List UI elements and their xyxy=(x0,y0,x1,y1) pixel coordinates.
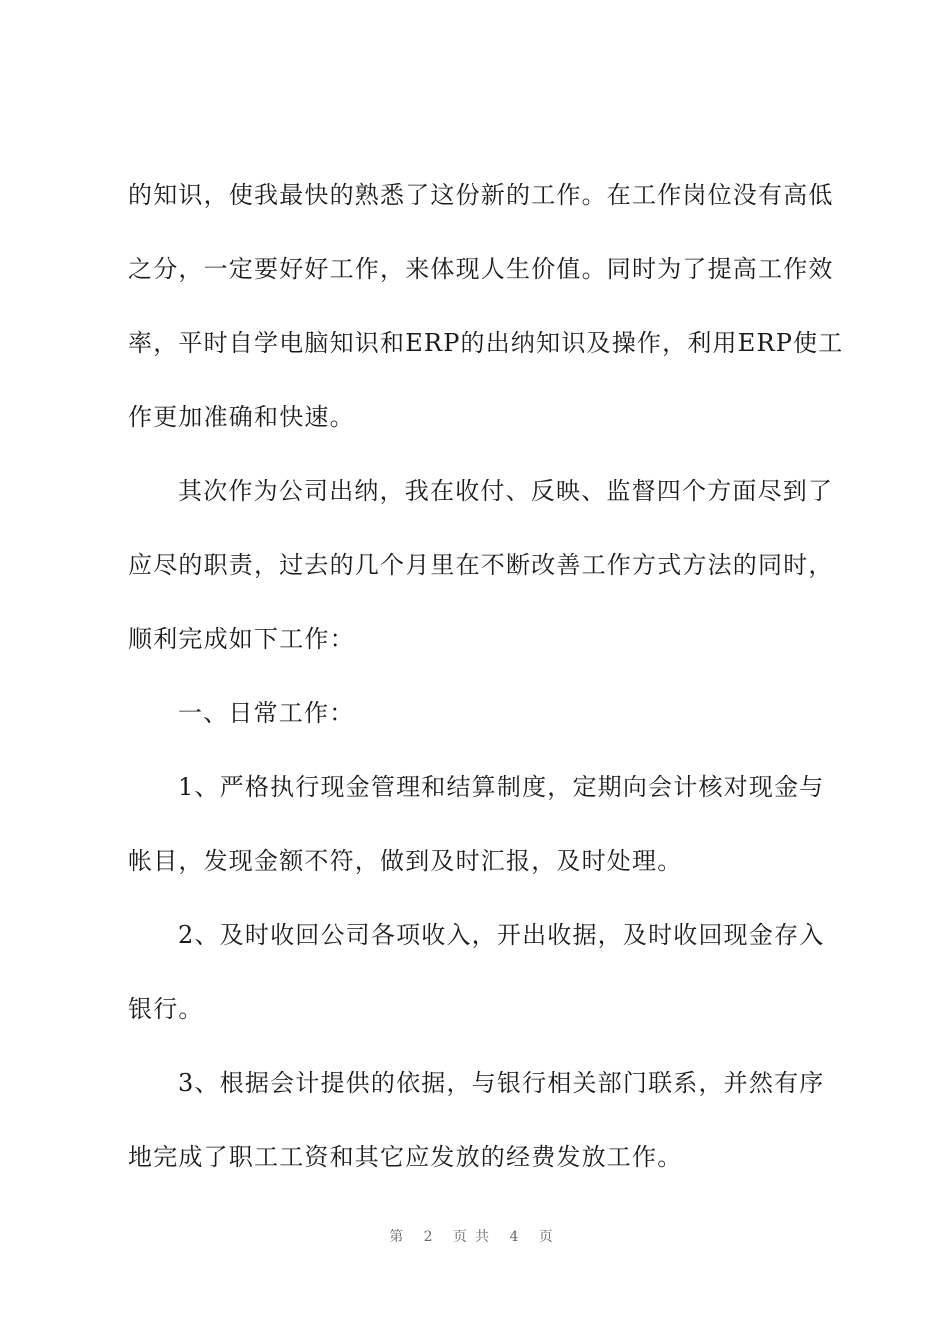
document-body xyxy=(128,166,842,1202)
text-line: 顺利完成如下工作： xyxy=(128,625,355,653)
text-line: 地完成了职工工资和其它应发放的经费发放工作。 xyxy=(128,1143,683,1171)
text-line: 的知识，使我最快的熟悉了这份新的工作。在工作岗位没有高低 xyxy=(128,181,834,209)
text-line: 银行。 xyxy=(128,995,204,1023)
text-line: 3、根据会计提供的依据，与银行相关部门联系，并然有序 xyxy=(178,1069,825,1097)
text-line: 其次作为公司出纳，我在收付、反映、监督四个方面尽到了 xyxy=(178,477,834,505)
text-line: 率，平时自学电脑知识和ERP的出纳知识及操作，利用ERP使工 xyxy=(128,329,844,357)
text-line: 之分，一定要好好工作，来体现人生价值。同时为了提高工作效 xyxy=(128,255,834,283)
page-number-footer: 第 2 页共 4 页 xyxy=(389,1229,561,1245)
text-line: 2、及时收回公司各项收入，开出收据，及时收回现金存入 xyxy=(178,921,825,949)
section-heading: 一、日常工作： xyxy=(178,699,355,727)
text-line: 1、严格执行现金管理和结算制度，定期向会计核对现金与 xyxy=(178,773,825,801)
text-line: 作更加准确和快速。 xyxy=(128,403,355,431)
text-line: 应尽的职责，过去的几个月里在不断改善工作方式方法的同时， xyxy=(128,551,834,579)
text-line: 帐目，发现金额不符，做到及时汇报，及时处理。 xyxy=(128,847,683,875)
